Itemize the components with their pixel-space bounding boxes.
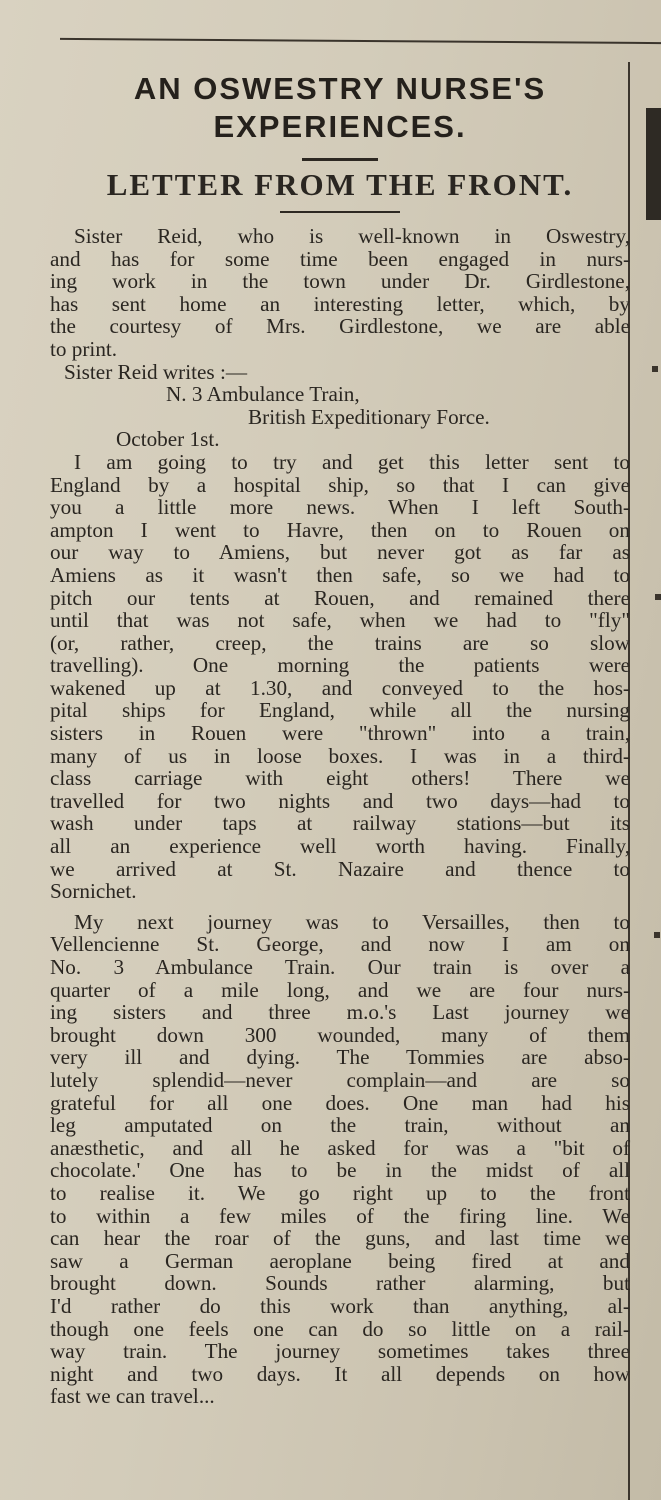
text-line: (or, rather, creep, the trains are so slow — [50, 630, 630, 655]
text-line: the courtesy of Mrs. Girdlestone, we are able — [50, 314, 630, 339]
text-line: brought down 300 wounded, many of them — [50, 1022, 630, 1047]
letter-paragraph-1 — [50, 451, 630, 903]
text-line: very ill and dying. The Tommies are abso- — [50, 1045, 630, 1070]
text-line: My next journey was to Versailles, then to — [74, 909, 630, 934]
text-line: Vellencienne St. George, and now I am on — [50, 932, 630, 957]
text-line: Sister Reid, who is well-known in Oswestry, — [74, 224, 630, 248]
text-line: night and two days. It all depends on how — [50, 1361, 630, 1386]
edge-ink-mark — [655, 594, 661, 600]
text-line: we arrived at St. Nazaire and thence to — [50, 856, 630, 881]
subheadline: LETTER FROM THE FRONT. — [106, 167, 574, 202]
headline-divider — [302, 158, 378, 161]
intro-paragraph — [50, 225, 630, 361]
text-line: travelled for two nights and two days—had to — [50, 788, 630, 813]
text-line: saw a German aeroplane being fired at and — [50, 1248, 630, 1273]
text-line: ing work in the town under Dr. Girdlestone, — [50, 269, 630, 294]
letter-date: October 1st. — [116, 427, 220, 452]
text-line: No. 3 Ambulance Train. Our train is over a — [50, 955, 630, 979]
text-line: many of us in loose boxes. I was in a third- — [50, 743, 630, 768]
text-line: I am going to try and get this letter sent to — [74, 449, 630, 474]
text-line: quarter of a mile long, and we are four nurs- — [50, 977, 630, 1002]
adjacent-column-fragment — [646, 108, 661, 220]
letter-header — [50, 361, 630, 451]
headline — [50, 70, 630, 146]
text-line: to print. — [50, 336, 118, 361]
letter-address-force: British Expeditionary Force. — [248, 404, 490, 429]
text-line: and has for some time been engaged in nurs- — [50, 246, 630, 271]
letter-address-train: N. 3 Ambulance Train, — [166, 382, 360, 407]
text-line: our way to Amiens, but never got as far as — [50, 540, 630, 565]
text-line: pital ships for England, while all the nursing — [50, 698, 630, 723]
text-line: to realise it. We go right up to the front — [50, 1180, 630, 1205]
text-line: I'd rather do this work than anything, al- — [50, 1293, 630, 1318]
text-line: lutely splendid—never complain—and are so — [50, 1067, 630, 1092]
edge-ink-mark — [652, 366, 658, 372]
letter-paragraph-2 — [50, 911, 630, 1408]
text-line: travelling). One morning the patients were — [50, 653, 630, 678]
text-line: you a little more news. When I left South- — [50, 495, 630, 520]
text-line: until that was not safe, when we had to "fly" — [50, 608, 630, 633]
text-line: anæsthetic, and all he asked for was a "bit of — [50, 1135, 630, 1160]
text-line: ampton I went to Havre, then on to Rouen on — [50, 517, 630, 542]
text-line: class carriage with eight others! There we — [50, 766, 630, 791]
article — [50, 62, 630, 1408]
headline-line-1: AN OSWESTRY NURSE'S — [133, 71, 547, 106]
text-line: has sent home an interesting letter, which, by — [50, 291, 630, 316]
headline-line-2: EXPERIENCES. — [213, 109, 467, 144]
text-line: though one feels one can do so little on a rail- — [50, 1316, 630, 1341]
text-line: sisters in Rouen were "thrown" into a train, — [50, 721, 630, 746]
subheadline-divider — [280, 211, 400, 213]
text-line: leg amputated on the train, without an — [50, 1113, 630, 1138]
text-line: chocolate.' One has to be in the midst of all — [50, 1158, 630, 1183]
text-line: ing sisters and three m.o.'s Last journey we — [50, 1000, 630, 1025]
text-line: can hear the roar of the guns, and last time we — [50, 1226, 630, 1251]
text-line: fast we can travel... — [50, 1384, 215, 1409]
text-line: pitch our tents at Rouen, and remained there — [50, 585, 630, 610]
text-line: wash under taps at railway stations—but its — [50, 811, 630, 836]
text-line: way train. The journey sometimes takes three — [50, 1339, 630, 1364]
text-line: England by a hospital ship, so that I can give — [50, 472, 630, 497]
text-line: to within a few miles of the firing line. We — [50, 1203, 630, 1228]
text-line: Amiens as it wasn't then safe, so we had to — [50, 562, 630, 587]
text-line: grateful for all one does. One man had his — [50, 1090, 630, 1115]
text-line: wakened up at 1.30, and conveyed to the hos- — [50, 675, 630, 700]
edge-ink-mark — [654, 932, 660, 938]
letter-intro-line: Sister Reid writes :— — [64, 359, 248, 384]
text-line: brought down. Sounds rather alarming, but — [50, 1271, 630, 1296]
top-column-rule — [60, 38, 661, 44]
text-line: all an experience well worth having. Finally, — [50, 834, 630, 859]
text-line: Sornichet. — [50, 879, 137, 904]
